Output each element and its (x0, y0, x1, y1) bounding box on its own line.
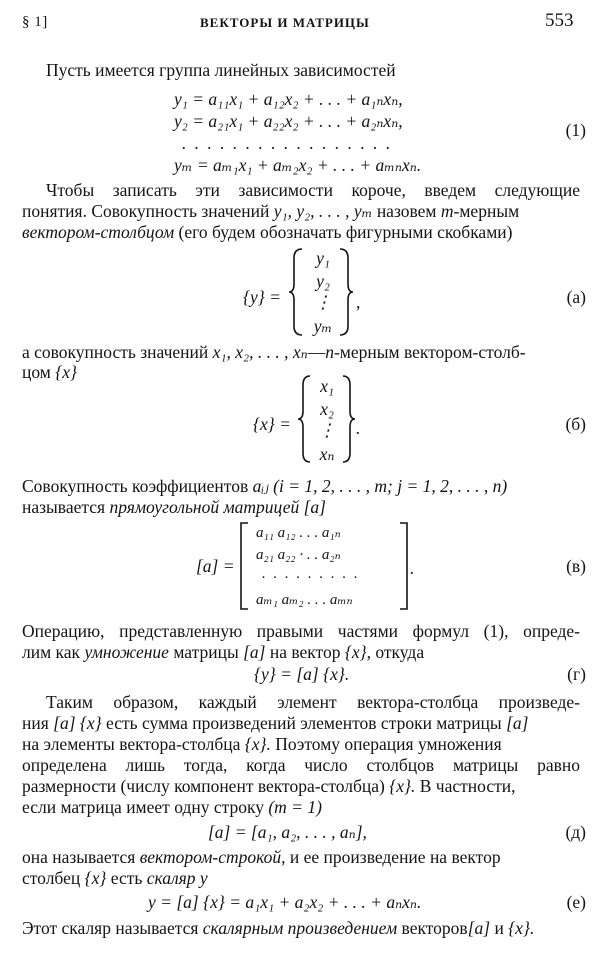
eq-g-expr: {y} = [a] {x}. (254, 664, 350, 684)
matrix-row-1: a₁₁ a₁₂ . . . a₁ₙ (256, 525, 341, 541)
para6-line2: столбец {x} есть скаляр y (22, 868, 208, 888)
para5-line1: Таким образом, каждый элемент вектора-столбца произведе- (46, 692, 580, 712)
running-title: ВЕКТОРЫ И МАТРИЦЫ (200, 15, 370, 30)
eq-b-tail: . (356, 418, 361, 438)
system-row-m: yₘ = aₘ₁x₁ + aₘ₂x₂ + . . . + aₘₙxₙ. (174, 155, 422, 175)
system-row-1: y₁ = a₁₁x₁ + a₁₂x₂ + . . . + a₁ₙxₙ, (174, 89, 403, 109)
equation-label-a: (а) (566, 287, 586, 307)
eq-b-entry-2: x₂ (320, 399, 334, 419)
para5-line3: на элементы вектора-столбца {x}. Поэтому операция умножения (22, 734, 502, 754)
matrix-row-dots: . . . . . . . . . (262, 566, 360, 582)
equation-label-v: (в) (566, 556, 586, 576)
eq-v-lhs: [a] = (196, 556, 235, 576)
equation-label-g: (г) (567, 664, 586, 684)
eq-a-entry-3: ⋮ (314, 292, 332, 312)
equation-label-1: (1) (565, 120, 586, 140)
eq-b-entry-1: x₁ (320, 376, 334, 396)
equation-label-d: (д) (565, 822, 586, 842)
equation-label-e: (е) (566, 892, 586, 912)
eq-a-lhs: {y} = (243, 287, 281, 307)
eq-a-entry-4: yₘ (313, 316, 333, 336)
system-row-2: y₂ = a₂₁x₁ + a₂₂x₂ + . . . + a₂ₙxₙ, (174, 111, 403, 131)
para5-line2: ния [a] {x} есть сумма произведений элементов строки матрицы [a] (22, 713, 529, 733)
equation-label-b: (б) (565, 414, 586, 434)
eq-e-expr: y = [a] {x} = a₁x₁ + a₂x₂ + . . . + aₙxₙ. (148, 892, 422, 912)
final-line: Этот скаляр называется скалярным произведением векторов[a] и {x}. (22, 918, 535, 938)
matrix-row-2: a₂₁ a₂₂ · . . a₂ₙ (256, 547, 341, 563)
para5-line5: размерности (числу компонент вектора-столбца) {x}. В частности, (22, 776, 516, 796)
para4-line1: Операцию, представленную правыми частями формул (1), опреде- (22, 621, 580, 641)
eq-a-entry-1: y₁ (316, 248, 330, 268)
section-number: § 1] (22, 14, 48, 30)
para1-line3: вектором-столбцом (его будем обозначать фигурными скобками) (22, 222, 513, 242)
para3-line1: Совокупность коэффициентов aᵢⱼ (i = 1, 2, . . . , m; j = 1, 2, . . . , n) (22, 476, 508, 496)
eq-a-entry-2: y₂ (316, 271, 330, 291)
para1-line2: понятия. Совокупность значений y₁, y₂, . . . , yₘ назовем m-мерным (22, 201, 520, 221)
eq-d-expr: [a] = [a₁, a₂, . . . , aₙ], (208, 822, 367, 842)
para5-line6: если матрица имеет одну строку (m = 1) (22, 797, 322, 817)
system-dots: . . . . . . . . . . . . . . . . . (182, 133, 393, 153)
intro-text: Пусть имеется группа линейных зависимостей (46, 60, 396, 80)
para4-line2: лим как умножение матрицы [a] на вектор {x}, откуда (22, 642, 425, 662)
para3-line2: называется прямоугольной матрицей [a] (22, 497, 326, 517)
para2-line1: а совокупность значений x₁, x₂, . . . , xₙ—n-мерным вектором-столб- (22, 342, 526, 362)
page-number: 553 (545, 10, 574, 31)
para2-line2: цом {x} (22, 362, 77, 382)
para1-line1: Чтобы записать эти зависимости короче, введем следующие (46, 180, 580, 200)
para6-line1: она называется вектором-строкой, и ее произведение на вектор (22, 847, 501, 867)
matrix-row-m: aₘ₁ aₘ₂ . . . aₘₙ (256, 592, 353, 608)
eq-b-entry-4: xₙ (319, 444, 335, 464)
eq-v-tail: . (410, 558, 415, 578)
eq-b-entry-3: ⋮ (318, 420, 336, 440)
eq-a-tail: , (356, 292, 361, 312)
eq-b-lhs: {x} = (253, 414, 291, 434)
para5-line4: определена лишь тогда, когда число столбцов матрицы равно (22, 755, 580, 775)
